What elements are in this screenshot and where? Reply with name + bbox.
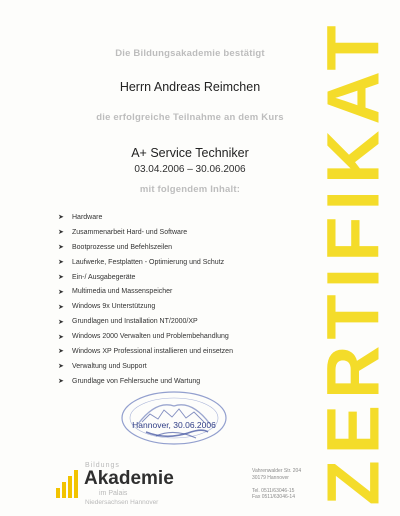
content-heading: mit folgendem Inhalt: [139,184,241,195]
topic-item [58,374,233,389]
topic-label: Grundlage von Fehlersuche und Wartung [72,377,201,385]
topic-label: Hardware [72,213,103,221]
topic-item [58,299,233,314]
topic-label: Laufwerke, Festplatten - Optimierung und Schutz [72,258,225,266]
topic-list [58,210,233,389]
course-dates: 03.04.2006 – 30.06.2006 [134,164,246,175]
bullet-arrow-icon: ➤ [58,229,64,237]
topic-item [58,359,233,374]
bullet-arrow-icon: ➤ [58,333,64,341]
bullet-arrow-icon: ➤ [58,303,64,311]
bullet-arrow-icon: ➤ [58,348,64,356]
participation-text: die erfolgreiche Teilnahme an dem Kurs [96,112,284,123]
topic-item [58,314,233,329]
logo-wordmark: Akademie [84,468,174,489]
address-line: Fax 0511/63046-14 [252,494,295,500]
topic-label: Multimedia und Massenspeicher [72,288,173,296]
bullet-arrow-icon: ➤ [58,214,64,222]
topic-label: Grundlagen und Installation NT/2000/XP [72,318,198,326]
address-line: 30179 Hannover [252,474,289,481]
bullet-arrow-icon: ➤ [58,274,64,281]
topic-item [58,225,233,240]
address-line: Vahrenwalder Str. 204 [252,468,302,474]
topic-item [58,255,233,270]
recipient-name: Herrn Andreas Reimchen [119,80,261,94]
bullet-arrow-icon: ➤ [58,318,64,326]
bullet-arrow-icon: ➤ [58,378,64,386]
logo-top-line: Bildungs [85,462,120,469]
topic-item [58,240,233,255]
zertifikat-text: ZERTIFIKAT [311,18,395,506]
address-line: Tel. 0511/63046-15 [252,487,295,494]
bullet-arrow-icon: ➤ [58,288,64,296]
bullet-arrow-icon: ➤ [58,259,64,267]
topic-item [58,329,233,344]
bullet-arrow-icon: ➤ [58,244,64,252]
topic-label: Windows 2000 Verwalten und Problembehandlung [72,333,229,341]
bullet-arrow-icon: ➤ [58,363,64,371]
zertifikat-side-title [311,18,395,506]
official-stamp [116,388,232,450]
course-title: A+ Service Techniker [131,146,249,160]
topic-label: Windows 9x Unterstützung [72,303,156,311]
bar-chart-logo-icon [55,468,81,498]
topic-label: Zusammenarbeit Hard- und Software [72,228,188,236]
topic-label: Windows XP Professional installieren und einsetzen [72,347,233,355]
topic-label: Ein-/ Ausgabegeräte [72,273,136,281]
topic-label: Verwaltung und Support [72,362,147,370]
logo-region-line: Niedersachsen Hannover [85,499,159,506]
topic-item [58,210,233,225]
logo-sub-line: im Palais [99,490,128,497]
akademie-logo [55,462,175,512]
topic-item [58,270,233,285]
intro-text: Die Bildungsakademie bestätigt [115,48,265,59]
address-block [252,468,322,501]
topic-item [58,284,233,299]
stamp-place-date: Hannover, 30.06.2006 [132,420,216,430]
topic-label: Bootprozesse und Befehlszeilen [72,243,173,251]
topic-item [58,344,233,359]
